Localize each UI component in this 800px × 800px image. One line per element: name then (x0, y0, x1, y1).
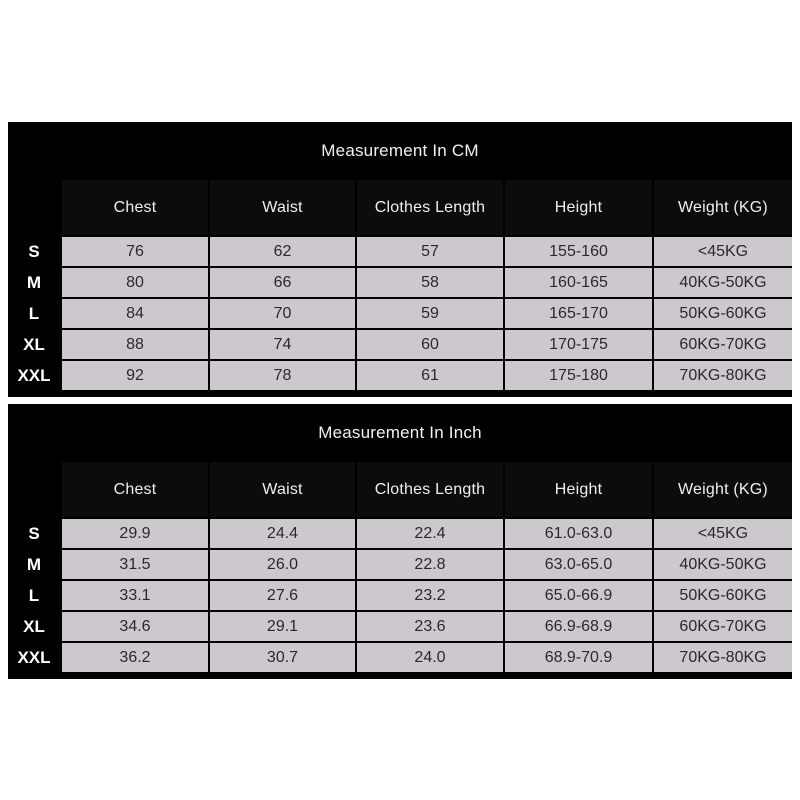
column-header-weight: Weight (KG) (654, 462, 792, 517)
table-title-cm: Measurement In CM (321, 141, 479, 160)
data-cell-xxl-waist: 78 (210, 361, 355, 390)
data-cell-xl-height: 66.9-68.9 (505, 612, 652, 641)
column-header-clothes-length: Clothes Length (357, 180, 503, 235)
data-cell-xxl-weight: 70KG-80KG (654, 643, 792, 672)
data-cell-s-clothes-length: 22.4 (357, 519, 503, 548)
row-label-m: M (8, 550, 60, 579)
header-corner-cell (8, 180, 60, 235)
column-header-height: Height (505, 462, 652, 517)
data-cell-m-waist: 26.0 (210, 550, 355, 579)
data-cell-s-height: 155-160 (505, 237, 652, 266)
data-cell-s-waist: 62 (210, 237, 355, 266)
data-cell-xl-waist: 74 (210, 330, 355, 359)
column-header-height: Height (505, 180, 652, 235)
header-corner-cell (8, 462, 60, 517)
data-cell-xl-weight: 60KG-70KG (654, 330, 792, 359)
data-cell-xl-waist: 29.1 (210, 612, 355, 641)
data-cell-m-waist: 66 (210, 268, 355, 297)
data-cell-l-waist: 27.6 (210, 581, 355, 610)
column-header-clothes-length: Clothes Length (357, 462, 503, 517)
data-cell-xxl-chest: 92 (62, 361, 208, 390)
data-cell-l-waist: 70 (210, 299, 355, 328)
data-cell-s-chest: 29.9 (62, 519, 208, 548)
data-cell-xxl-height: 175-180 (505, 361, 652, 390)
data-cell-l-clothes-length: 59 (357, 299, 503, 328)
data-cell-m-weight: 40KG-50KG (654, 268, 792, 297)
size-table-cm (8, 122, 792, 397)
data-cell-xxl-waist: 30.7 (210, 643, 355, 672)
table-grid-inch (8, 462, 792, 672)
row-label-l: L (8, 299, 60, 328)
size-charts-container (8, 122, 792, 679)
data-cell-xl-weight: 60KG-70KG (654, 612, 792, 641)
data-cell-xl-chest: 88 (62, 330, 208, 359)
row-label-s: S (8, 237, 60, 266)
row-label-m: M (8, 268, 60, 297)
data-cell-m-height: 160-165 (505, 268, 652, 297)
column-header-chest: Chest (62, 462, 208, 517)
data-cell-xxl-height: 68.9-70.9 (505, 643, 652, 672)
data-cell-s-weight: <45KG (654, 519, 792, 548)
data-cell-xxl-weight: 70KG-80KG (654, 361, 792, 390)
data-cell-xxl-clothes-length: 24.0 (357, 643, 503, 672)
data-cell-m-chest: 31.5 (62, 550, 208, 579)
row-label-xl: XL (8, 330, 60, 359)
column-header-waist: Waist (210, 462, 355, 517)
data-cell-m-chest: 80 (62, 268, 208, 297)
data-cell-l-chest: 84 (62, 299, 208, 328)
table-title-inch: Measurement In Inch (318, 423, 482, 442)
data-cell-m-clothes-length: 22.8 (357, 550, 503, 579)
data-cell-m-weight: 40KG-50KG (654, 550, 792, 579)
column-header-chest: Chest (62, 180, 208, 235)
row-label-xxl: XXL (8, 643, 60, 672)
data-cell-xl-clothes-length: 60 (357, 330, 503, 359)
data-cell-m-height: 63.0-65.0 (505, 550, 652, 579)
row-label-xl: XL (8, 612, 60, 641)
column-header-weight: Weight (KG) (654, 180, 792, 235)
data-cell-s-weight: <45KG (654, 237, 792, 266)
data-cell-m-clothes-length: 58 (357, 268, 503, 297)
data-cell-s-waist: 24.4 (210, 519, 355, 548)
data-cell-s-height: 61.0-63.0 (505, 519, 652, 548)
data-cell-l-weight: 50KG-60KG (654, 581, 792, 610)
data-cell-l-chest: 33.1 (62, 581, 208, 610)
data-cell-s-chest: 76 (62, 237, 208, 266)
data-cell-l-height: 165-170 (505, 299, 652, 328)
column-header-waist: Waist (210, 180, 355, 235)
data-cell-l-weight: 50KG-60KG (654, 299, 792, 328)
row-label-xxl: XXL (8, 361, 60, 390)
data-cell-xl-height: 170-175 (505, 330, 652, 359)
data-cell-xl-chest: 34.6 (62, 612, 208, 641)
row-label-l: L (8, 581, 60, 610)
data-cell-l-clothes-length: 23.2 (357, 581, 503, 610)
row-label-s: S (8, 519, 60, 548)
data-cell-xxl-chest: 36.2 (62, 643, 208, 672)
data-cell-l-height: 65.0-66.9 (505, 581, 652, 610)
data-cell-xxl-clothes-length: 61 (357, 361, 503, 390)
table-grid-cm (8, 180, 792, 390)
size-table-inch (8, 404, 792, 679)
data-cell-xl-clothes-length: 23.6 (357, 612, 503, 641)
data-cell-s-clothes-length: 57 (357, 237, 503, 266)
